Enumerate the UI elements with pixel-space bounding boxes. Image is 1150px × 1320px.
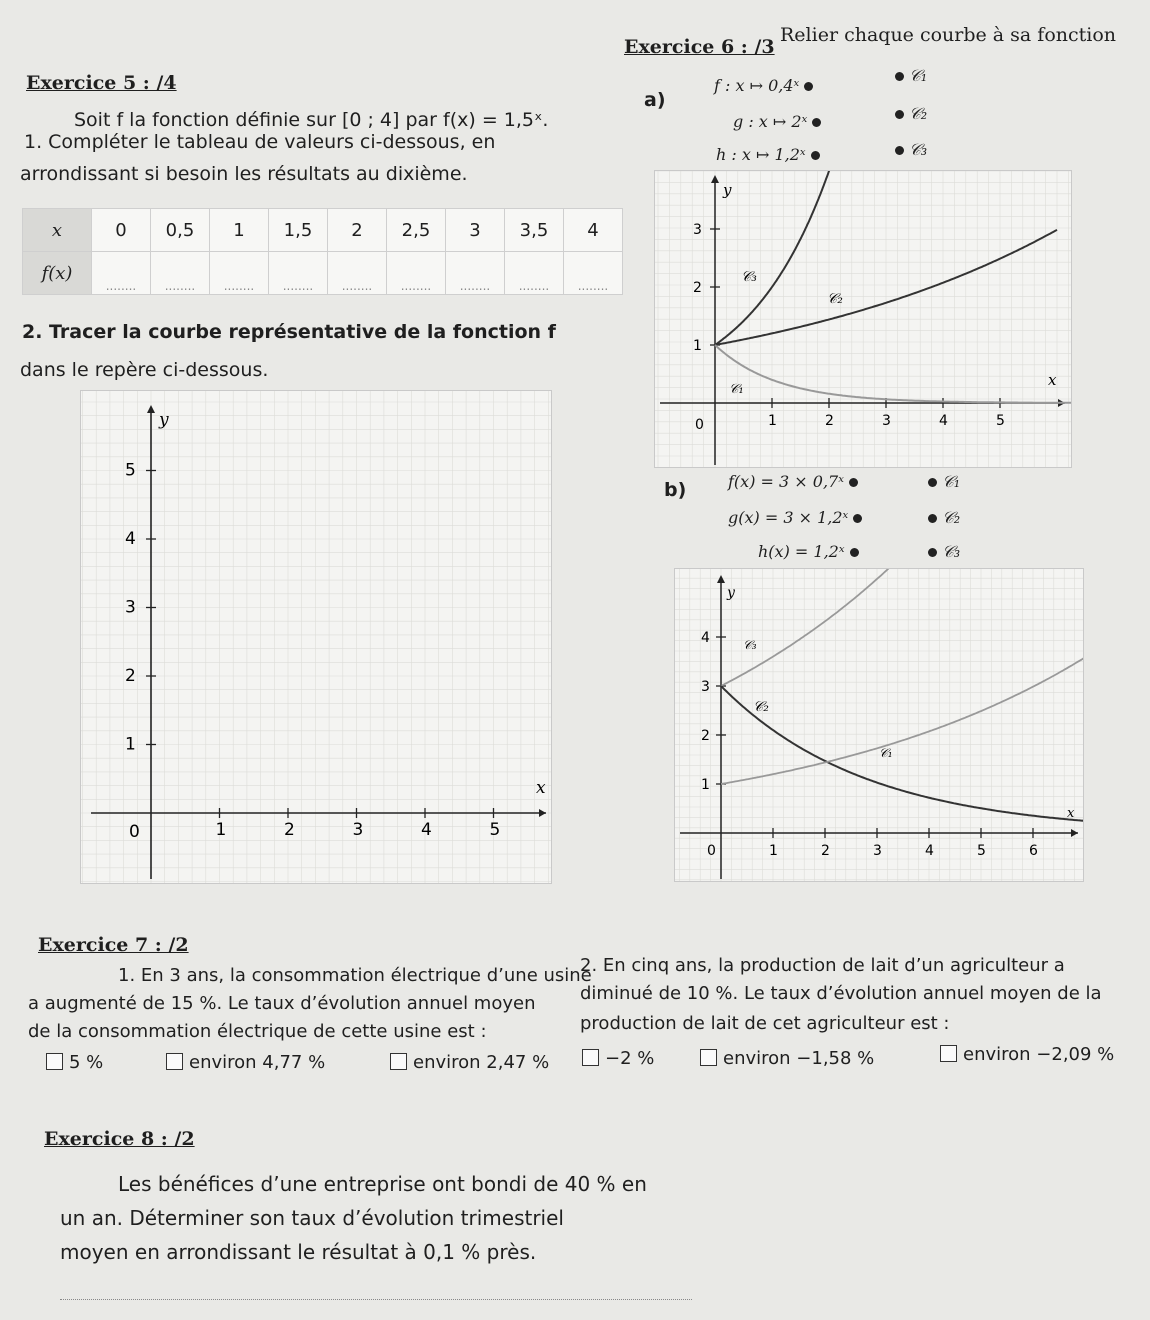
ex6-part-b-label: b) xyxy=(664,479,687,501)
curve-label-c2: 𝒞₂ xyxy=(753,699,769,715)
origin-label: 0 xyxy=(129,822,140,842)
ex8-line1: Les bénéfices d’une entreprise ont bondi de 40 % en xyxy=(118,1172,647,1196)
curve-label-c2: 𝒞₂ xyxy=(827,291,843,307)
ex6b-function-h[interactable]: h(x) = 1,2ˣ xyxy=(758,542,859,561)
y-tick-label: 1 xyxy=(125,734,136,755)
connector-dot[interactable] xyxy=(812,118,821,127)
ex8-title: Exercice 8 : /2 xyxy=(44,1128,195,1150)
table-blank-cell[interactable]: ........ xyxy=(92,252,151,295)
table-blank-cell[interactable]: ........ xyxy=(505,252,564,295)
connector-dot[interactable] xyxy=(928,478,937,487)
x-tick-label: 1 xyxy=(215,820,227,840)
ex7-q2-option[interactable]: environ −2,09 % xyxy=(940,1044,1114,1065)
x-axis-label: x xyxy=(536,778,546,798)
x-tick-label: 2 xyxy=(821,843,830,859)
ex7-q1-option[interactable]: environ 4,77 % xyxy=(166,1052,325,1073)
value-table xyxy=(22,208,623,295)
checkbox[interactable] xyxy=(390,1053,407,1070)
table-blank-cell[interactable]: ........ xyxy=(387,252,446,295)
table-cell-x: 2,5 xyxy=(387,209,446,252)
table-header-x: x xyxy=(23,209,92,252)
x-tick-label: 4 xyxy=(421,820,432,840)
ex7-q2-option[interactable]: environ −1,58 % xyxy=(700,1048,874,1069)
y-tick-label: 1 xyxy=(701,777,710,793)
origin-label: 0 xyxy=(695,417,704,433)
x-tick-label: 4 xyxy=(925,843,934,859)
answer-line[interactable] xyxy=(60,1298,692,1300)
ex6b-curve-1[interactable]: 𝒞₁ xyxy=(928,472,960,492)
checkbox[interactable] xyxy=(582,1049,599,1066)
table-cell-x: 3,5 xyxy=(505,209,564,252)
ex6a-function-g[interactable]: g : x ↦ 2ˣ xyxy=(733,112,821,131)
ex6-title: Exercice 6 : /3 xyxy=(624,36,775,58)
table-row-fx xyxy=(23,252,623,295)
ex7-q1-line2: a augmenté de 15 %. Le taux d’évolution annuel moyen xyxy=(28,993,536,1014)
x-axis-arrow-icon xyxy=(539,809,546,817)
x-axis-label: x xyxy=(1067,806,1075,821)
ex6a-function-h[interactable]: h : x ↦ 1,2ˣ xyxy=(716,145,820,164)
ex7-q1-line3: de la consommation électrique de cette usine est : xyxy=(28,1021,487,1042)
table-blank-cell[interactable]: ........ xyxy=(210,252,269,295)
y-tick-label: 2 xyxy=(693,280,702,296)
y-tick-label: 3 xyxy=(701,679,710,695)
curve-c1 xyxy=(721,657,1084,784)
y-axis-arrow-icon xyxy=(147,405,155,413)
connector-dot[interactable] xyxy=(895,110,904,119)
table-cell-x: 4 xyxy=(564,209,623,252)
table-cell-x: 3 xyxy=(446,209,505,252)
table-blank-cell[interactable]: ........ xyxy=(269,252,328,295)
table-blank-cell[interactable]: ........ xyxy=(328,252,387,295)
ex6b-function-g[interactable]: g(x) = 3 × 1,2ˣ xyxy=(728,508,862,527)
connector-dot[interactable] xyxy=(804,82,813,91)
y-tick-label: 5 xyxy=(125,460,136,481)
ex6-title-rest: Relier chaque courbe à sa fonction xyxy=(780,24,1117,46)
ex6a-curve-3[interactable]: 𝒞₃ xyxy=(895,140,927,160)
ex5-title: Exercice 5 : /4 xyxy=(26,72,177,94)
x-tick-label: 3 xyxy=(352,820,364,840)
ex7-q2-line3: production de lait de cet agriculteur est : xyxy=(580,1013,950,1034)
ex6b-function-f[interactable]: f(x) = 3 × 0,7ˣ xyxy=(728,472,858,491)
ex6a-graph xyxy=(654,170,1072,468)
x-tick-label: 3 xyxy=(873,843,882,859)
ex6b-graph xyxy=(674,568,1084,882)
checkbox[interactable] xyxy=(940,1045,957,1062)
connector-dot[interactable] xyxy=(895,146,904,155)
curve-label-c1: 𝒞₁ xyxy=(879,746,893,760)
x-tick-label: 5 xyxy=(996,413,1005,429)
y-tick-label: 4 xyxy=(125,529,136,549)
connector-dot[interactable] xyxy=(853,514,862,523)
ex5-grid[interactable] xyxy=(80,390,552,884)
ex6-part-a-label: a) xyxy=(644,89,666,111)
ex6b-curve-2[interactable]: 𝒞₂ xyxy=(928,508,960,528)
ex6a-curve-2[interactable]: 𝒞₂ xyxy=(895,104,927,124)
y-axis-label: y xyxy=(723,181,732,199)
y-tick-label: 1 xyxy=(693,338,702,354)
connector-dot[interactable] xyxy=(928,514,937,523)
table-cell-x: 0,5 xyxy=(151,209,210,252)
ex6a-curve-1[interactable]: 𝒞₁ xyxy=(895,66,927,86)
ex7-q2-line1: 2. En cinq ans, la production de lait d’un agriculteur a xyxy=(580,955,1065,976)
connector-dot[interactable] xyxy=(849,478,858,487)
connector-dot[interactable] xyxy=(850,548,859,557)
ex5-q2-line2: dans le repère ci-dessous. xyxy=(20,359,269,381)
x-tick-label: 4 xyxy=(939,413,948,429)
ex7-q1-option[interactable]: environ 2,47 % xyxy=(390,1052,549,1073)
ex5-q1-line2: arrondissant si besoin les résultats au dixième. xyxy=(20,163,468,185)
y-tick-label: 2 xyxy=(125,666,136,686)
ex7-q1-option[interactable]: 5 % xyxy=(46,1052,103,1073)
curve-label-c1: 𝒞₁ xyxy=(729,382,744,397)
table-blank-cell[interactable]: ........ xyxy=(564,252,623,295)
checkbox[interactable] xyxy=(166,1053,183,1070)
x-tick-label: 1 xyxy=(769,843,778,859)
table-cell-x: 1 xyxy=(210,209,269,252)
x-tick-label: 1 xyxy=(768,413,777,429)
curve-label-c3: 𝒞₃ xyxy=(743,638,757,652)
x-tick-label: 2 xyxy=(284,820,295,840)
y-axis-arrow-icon xyxy=(711,175,719,183)
x-tick-label: 5 xyxy=(489,820,501,840)
ex7-title: Exercice 7 : /2 xyxy=(38,934,189,956)
ex8-line3: moyen en arrondissant le résultat à 0,1 % près. xyxy=(60,1240,537,1264)
ex7-q2-line2: diminué de 10 %. Le taux d’évolution annuel moyen de la xyxy=(580,983,1102,1004)
x-tick-label: 2 xyxy=(825,413,834,429)
connector-dot[interactable] xyxy=(895,72,904,81)
table-cell-x: 1,5 xyxy=(269,209,328,252)
curve-label-c3: 𝒞₃ xyxy=(741,269,757,285)
table-cell-x: 2 xyxy=(328,209,387,252)
ex7-q1-line1: 1. En 3 ans, la consommation électrique d’une usine xyxy=(118,965,592,986)
checkbox[interactable] xyxy=(46,1053,63,1070)
table-cell-x: 0 xyxy=(92,209,151,252)
ex5-q1-line1: 1. Compléter le tableau de valeurs ci-dessous, en xyxy=(24,131,496,153)
curve-c2 xyxy=(721,686,1084,821)
ex7-q2-option[interactable]: −2 % xyxy=(582,1048,654,1069)
ex6b-curve-3[interactable]: 𝒞₃ xyxy=(928,542,960,562)
y-axis-label: y xyxy=(727,585,735,601)
table-row-x xyxy=(23,209,623,252)
ex5-intro: Soit f la fonction définie sur [0 ; 4] par f(x) = 1,5ˣ. xyxy=(74,109,549,131)
ex6a-function-f[interactable]: f : x ↦ 0,4ˣ xyxy=(714,76,813,95)
table-blank-cell[interactable]: ........ xyxy=(446,252,505,295)
x-tick-label: 5 xyxy=(977,843,986,859)
table-blank-cell[interactable]: ........ xyxy=(151,252,210,295)
y-tick-label: 2 xyxy=(701,728,710,744)
ex5-q2-line1: 2. Tracer la courbe représentative de la fonction f xyxy=(22,321,556,343)
connector-dot[interactable] xyxy=(928,548,937,557)
x-tick-label: 3 xyxy=(882,413,891,429)
ex8-line2: un an. Déterminer son taux d’évolution trimestriel xyxy=(60,1206,564,1230)
checkbox[interactable] xyxy=(700,1049,717,1066)
y-axis-arrow-icon xyxy=(717,575,725,583)
x-axis-label: x xyxy=(1048,371,1057,389)
y-axis-label: y xyxy=(159,410,169,430)
curve-c3 xyxy=(715,170,830,345)
y-tick-label: 3 xyxy=(693,222,702,238)
table-header-fx: f(x) xyxy=(23,252,92,295)
y-tick-label: 3 xyxy=(125,597,136,618)
connector-dot[interactable] xyxy=(811,151,820,160)
origin-label: 0 xyxy=(707,843,716,859)
y-tick-label: 4 xyxy=(701,630,710,646)
x-tick-label: 6 xyxy=(1029,843,1038,859)
